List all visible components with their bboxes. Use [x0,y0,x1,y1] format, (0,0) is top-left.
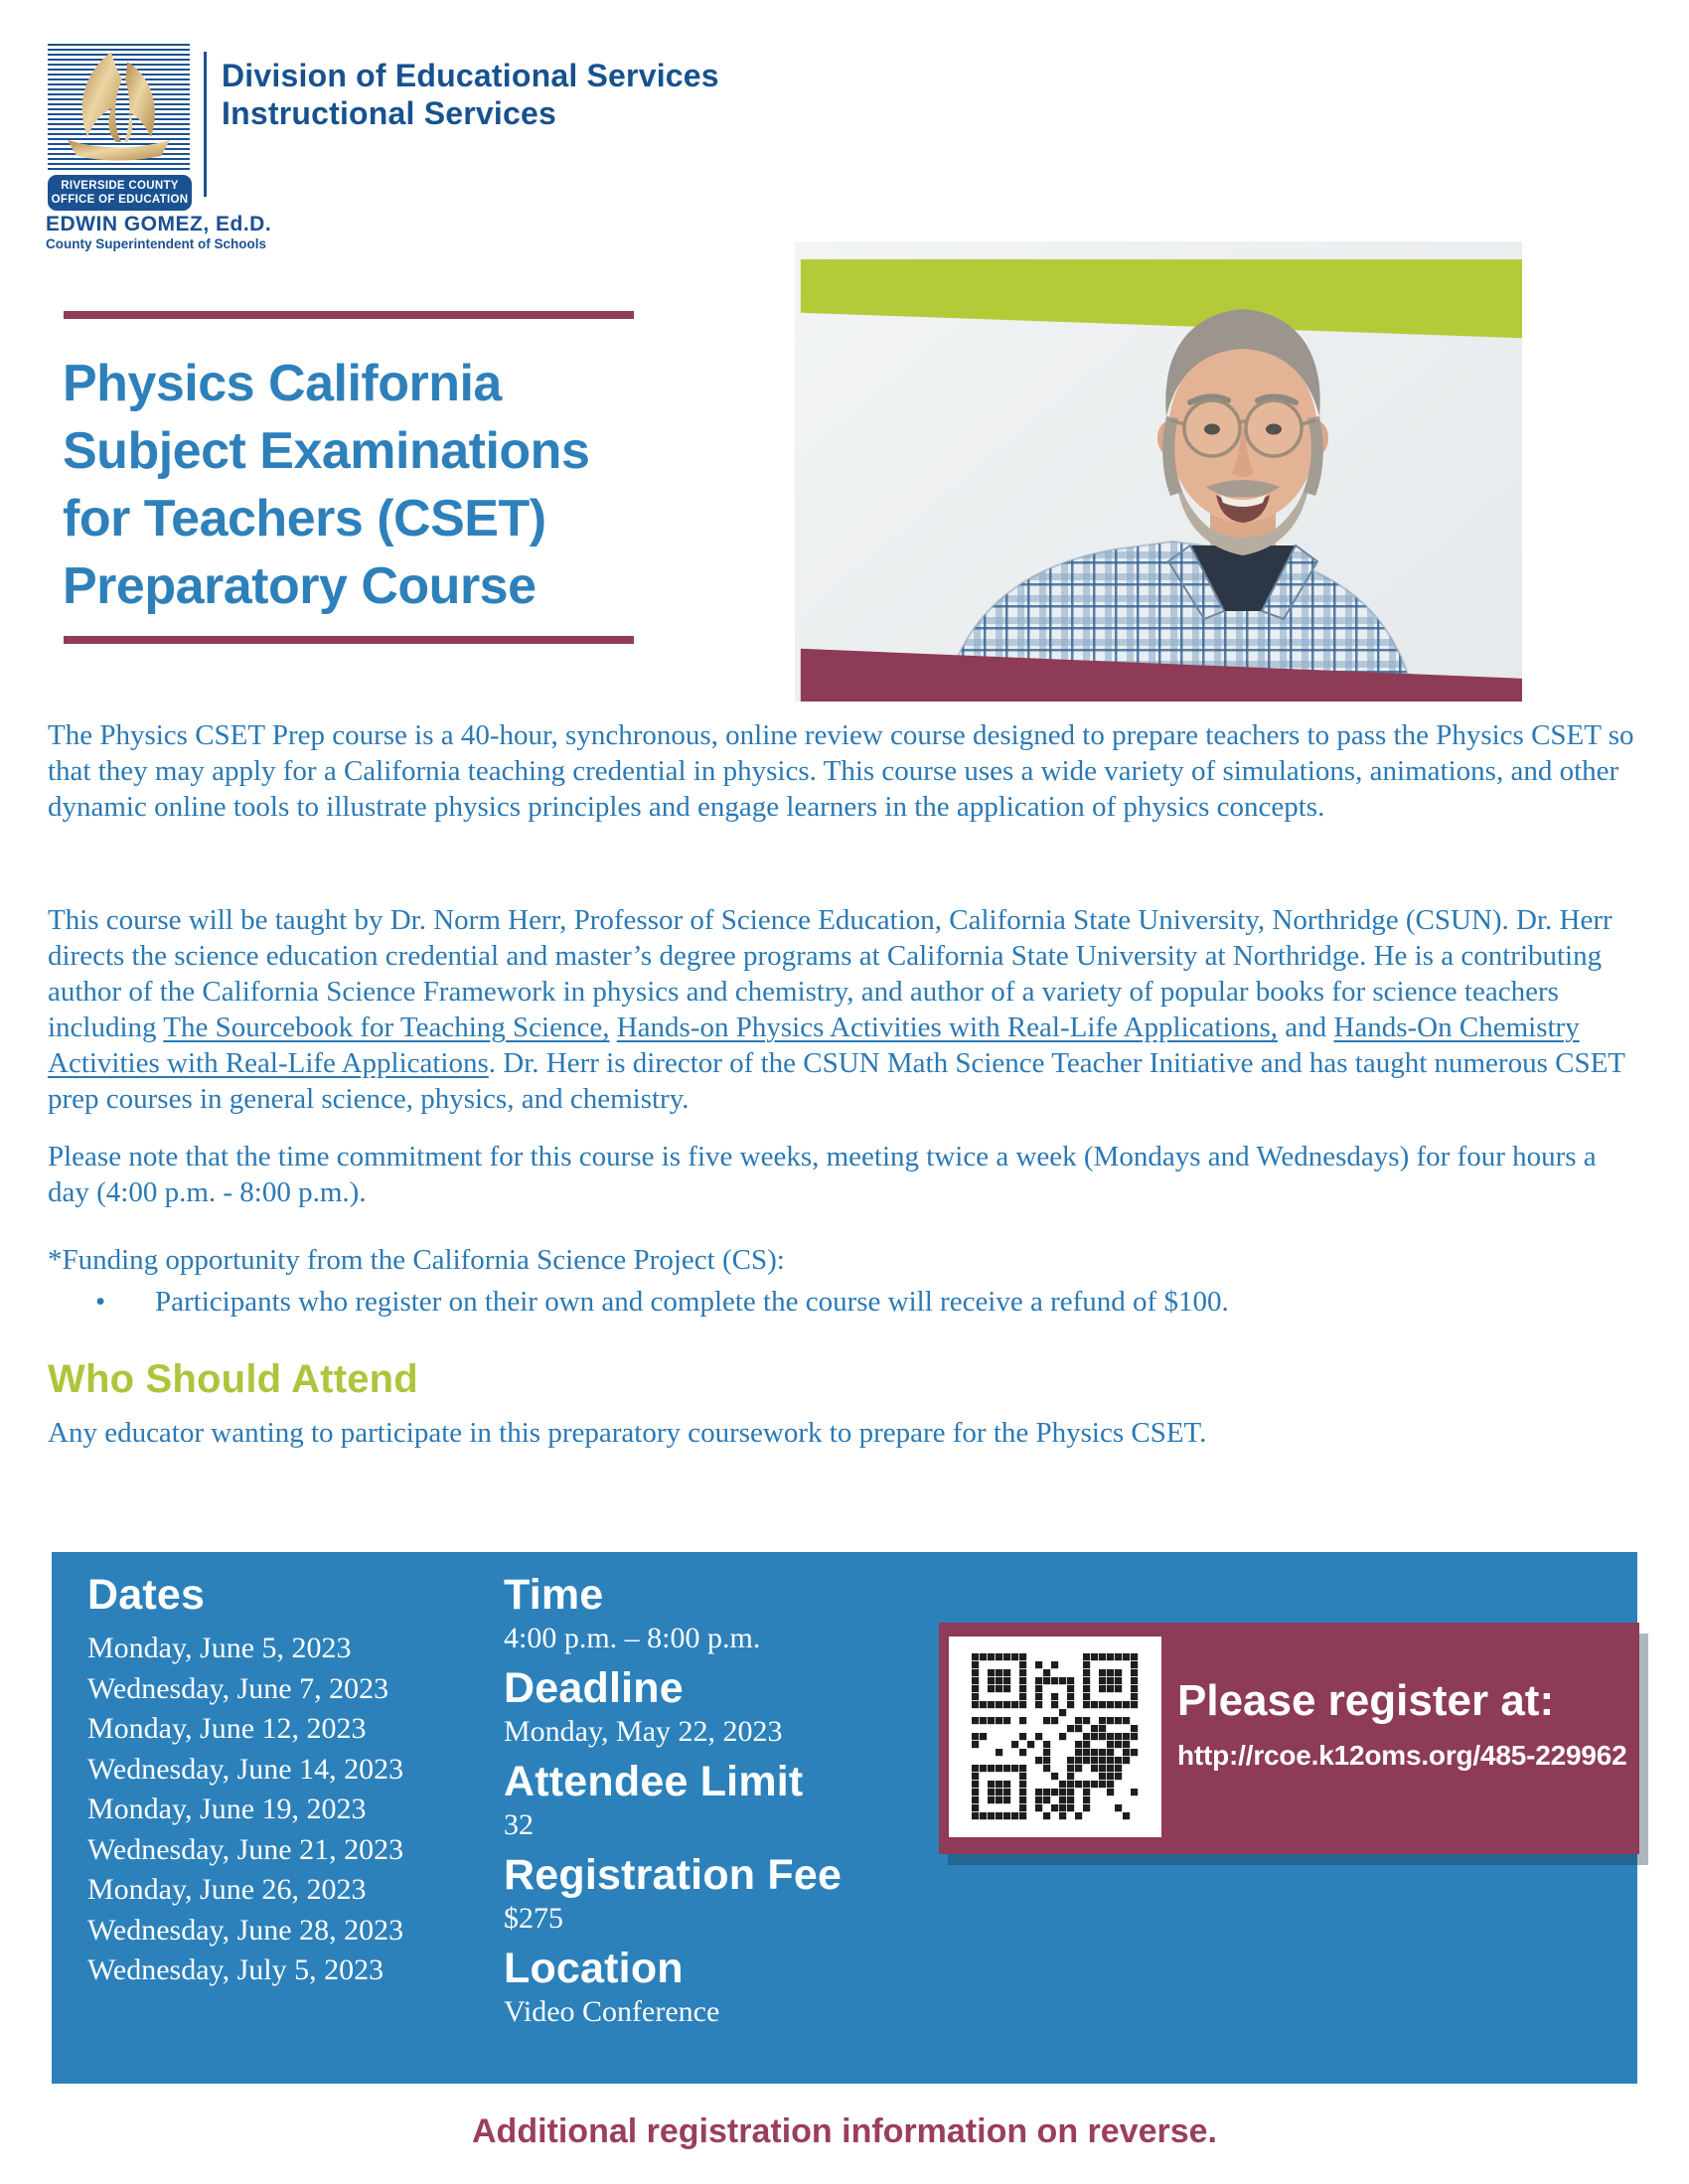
gold-flame-icon [48,44,190,170]
attendee-limit-value: 32 [504,1808,534,1841]
registration-fee-label: Registration Fee [504,1851,843,1899]
location-value: Video Conference [504,1995,720,2028]
division-line1: Division of Educational Services [222,58,719,93]
header-divider [204,52,207,197]
funding-bullet [95,1284,1625,1320]
location-label: Location [504,1945,684,1992]
date-item: Wednesday, June 28, 2023 [87,1913,404,1947]
instructor-portrait [795,241,1522,702]
who-should-attend-text: Any educator wanting to participate in this preparatory coursework to prepare for the Physics CSET. [48,1417,1207,1449]
book-title-2: Hands-on Physics Activities with Real-Life Applications, [616,1012,1279,1043]
date-item: Wednesday, June 21, 2023 [87,1832,404,1866]
rcoe-badge [48,175,192,211]
deadline-label: Deadline [504,1664,684,1712]
title-rule-bottom [64,636,634,644]
intro-paragraph: The Physics CSET Prep course is a 40-hour, synchronous, online review course designed to prepare teachers to pass the Physics CSET so that they may apply for a California teaching credential in physics. This course uses a wide variety of simulations, animations, and other dynamic online tools to illustrate physics principles and engage learners in the application of physics concepts. [48,719,1634,823]
date-item: Wednesday, June 14, 2023 [87,1752,404,1786]
title-rule-top [64,311,634,319]
page-title [63,350,758,620]
funding-bullet-text: Participants who register on their own and complete the course will receive a refund of $100. [155,1286,1229,1318]
details-column [504,1572,931,2029]
deadline-value: Monday, May 22, 2023 [504,1715,783,1748]
schedule-note: Please note that the time commitment for this course is five weeks, meeting twice a week (Mondays and Wednesdays) for four hours a day (4:00 p.m. - 8:00 p.m.). [48,1141,1597,1208]
superintendent-name: EDWIN GOMEZ, Ed.D. [46,213,272,235]
qr-code [949,1637,1161,1837]
registration-box [939,1623,1639,1854]
title-line: Physics California [63,355,502,412]
date-item: Monday, June 26, 2023 [87,1873,367,1906]
date-item: Wednesday, June 7, 2023 [87,1671,389,1705]
footer-note: Additional registration information on reverse. [472,2112,1217,2150]
badge-line1: RIVERSIDE COUNTY [61,180,179,192]
bullet-icon: • [95,1286,106,1318]
date-item: Monday, June 5, 2023 [87,1632,352,1664]
title-line: for Teachers (CSET) [63,490,546,547]
division-heading [222,57,719,132]
separator: and [1278,1012,1334,1043]
time-label: Time [504,1571,604,1619]
division-line2: Instructional Services [222,95,556,131]
instructor-text: . Dr. Herr is director of the CSUN Math Science Teacher Initiative and has taught numerous CSET prep courses in general science, physics, and chemistry. [48,1047,1625,1115]
badge-line2: OFFICE OF EDUCATION [51,194,189,206]
funding-heading: *Funding opportunity from the California Science Project (CS): [48,1244,785,1276]
registration-fee-value: $275 [504,1902,563,1935]
date-item: Wednesday, July 5, 2023 [87,1953,384,1986]
dates-list [87,1632,403,1994]
title-line: Subject Examinations [63,422,590,480]
book-title-1: The Sourcebook for Teaching Science, [163,1012,610,1043]
time-value: 4:00 p.m. – 8:00 p.m. [504,1622,761,1654]
instructor-paragraph [48,902,1644,1117]
date-item: Monday, June 19, 2023 [87,1793,367,1825]
title-line: Preparatory Course [63,557,537,615]
separator [609,1012,616,1043]
dates-label: Dates [87,1571,206,1619]
superintendent-title: County Superintendent of Schools [46,236,266,251]
attendee-limit-label: Attendee Limit [504,1758,804,1805]
instructor-photo [795,241,1522,702]
date-item: Monday, June 12, 2023 [87,1712,367,1745]
book-title-3: Hands-On Chemistry Activities with Real-Life Applications [48,1012,1580,1079]
who-should-attend-heading: Who Should Attend [48,1357,418,1401]
instructor-text: This course will be taught by Dr. Norm Herr, Professor of Science Education, California State University, Northridge (CSUN). Dr. Herr directs the science education credential and master’s degree programs at California State University at Northridge. He is a contributing author of the California Science Framework in physics and chemistry, and author of a variety of popular books for science teachers including [48,904,1612,1043]
rcoe-logo [48,44,190,170]
registration-link[interactable]: http://rcoe.k12oms.org/485-229962 [1177,1740,1627,1771]
register-heading: Please register at: [1177,1676,1555,1725]
